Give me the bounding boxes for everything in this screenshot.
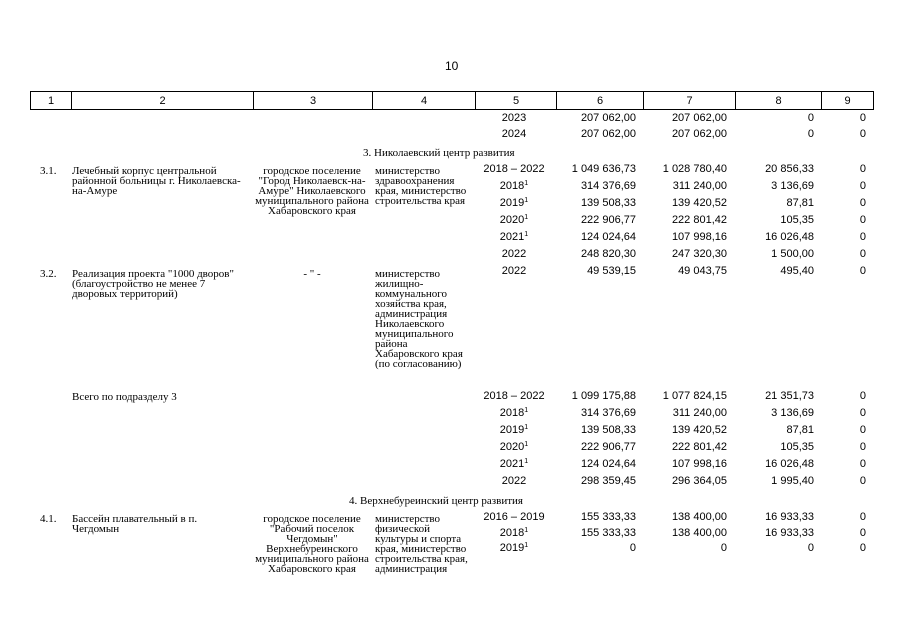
item31-row-5-col8: 1 500,00 bbox=[771, 248, 814, 260]
item31-row-1-col7: 311 240,00 bbox=[672, 180, 727, 192]
item31-row-2-col7: 139 420,52 bbox=[671, 197, 727, 209]
header-col-6: 6 bbox=[557, 92, 644, 110]
item-4-1-name: Бассейн плавательный в п. Чегдомын bbox=[72, 513, 198, 535]
item31-row-2-col6: 139 508,33 bbox=[580, 197, 636, 209]
item41-row-0-year: 2016 – 2019 bbox=[483, 511, 545, 523]
item31-row-5-year: 2022 bbox=[501, 248, 527, 260]
top_rows-row-0-year: 2023 bbox=[501, 112, 527, 124]
top_rows-row-0-col9: 0 bbox=[859, 112, 866, 124]
item31-row-2-col8: 87,81 bbox=[786, 197, 814, 209]
item31-row-4-year: 2021$^1$ bbox=[499, 231, 529, 243]
item41-row-2-year: 2019$^1$ bbox=[499, 542, 529, 554]
footnote-marker: 1 bbox=[524, 407, 529, 414]
top_rows-row-0-col7: 207 062,00 bbox=[671, 112, 727, 124]
total3-row-5-col7: 296 364,05 bbox=[671, 475, 727, 487]
section-3-title: 3. Николаевский центр развития bbox=[363, 147, 515, 159]
item31-row-1-col8: 3 136,69 bbox=[771, 180, 814, 192]
total3-row-0-year: 2018 – 2022 bbox=[483, 390, 545, 402]
header-col-5: 5 bbox=[476, 92, 557, 110]
total3-row-1-col8: 3 136,69 bbox=[771, 407, 814, 419]
item-3-1-executor: министерство здравоохранения края, министерство строительства края bbox=[375, 165, 467, 207]
item31-row-0-col9: 0 bbox=[859, 163, 866, 175]
header-col-4: 4 bbox=[373, 92, 476, 110]
item41-row-0-col6: 155 333,33 bbox=[580, 511, 636, 523]
item31-row-1-col9: 0 bbox=[859, 180, 866, 192]
header-col-3: 3 bbox=[254, 92, 373, 110]
item31-row-5-col9: 0 bbox=[859, 248, 866, 260]
total3-row-4-col6: 124 024,64 bbox=[580, 458, 636, 470]
item31-row-1-col6: 314 376,69 bbox=[580, 180, 636, 192]
total3-row-0-col7: 1 077 824,15 bbox=[662, 390, 727, 402]
item32-row-0-year: 2022 bbox=[501, 265, 527, 277]
header-col-1: 1 bbox=[31, 92, 72, 110]
total3-row-5-col9: 0 bbox=[859, 475, 866, 487]
item41-row-1-col8: 16 933,33 bbox=[765, 527, 814, 539]
total3-row-1-col7: 311 240,00 bbox=[672, 407, 727, 419]
footnote-marker: 1 bbox=[524, 424, 529, 431]
item32-row-0-col9: 0 bbox=[859, 265, 866, 277]
item31-row-3-col6: 222 906,77 bbox=[580, 214, 636, 226]
top_rows-row-1-col6: 207 062,00 bbox=[580, 128, 636, 140]
item41-row-1-col6: 155 333,33 bbox=[580, 527, 636, 539]
footnote-marker: 1 bbox=[524, 527, 529, 534]
section-4-title: 4. Верхнебуреинский центр развития bbox=[349, 495, 523, 507]
item31-row-4-col9: 0 bbox=[859, 231, 866, 243]
item41-row-0-col9: 0 bbox=[859, 511, 866, 523]
top_rows-row-1-col8: 0 bbox=[807, 128, 814, 140]
footnote-marker: 1 bbox=[524, 180, 529, 187]
item-4-1-number: 4.1. bbox=[40, 513, 57, 525]
header-col-7: 7 bbox=[644, 92, 736, 110]
total3-row-2-col6: 139 508,33 bbox=[580, 424, 636, 436]
item31-row-0-col8: 20 856,33 bbox=[765, 163, 814, 175]
item41-row-1-col7: 138 400,00 bbox=[671, 527, 727, 539]
item-3-2-municipality: - " - bbox=[303, 268, 321, 280]
total3-row-4-col7: 107 998,16 bbox=[671, 458, 727, 470]
item-3-2-name: Реализация проекта "1000 дворов" (благоустройство не менее 7 дворовых территорий) bbox=[72, 268, 234, 300]
item31-row-3-col7: 222 801,42 bbox=[671, 214, 727, 226]
total3-row-1-col9: 0 bbox=[859, 407, 866, 419]
total3-row-1-col6: 314 376,69 bbox=[580, 407, 636, 419]
item-3-2-executor: министерство жилищно-коммунального хозяйства края, администрация Николаевского муниципального района Хабаровского края (по согласованию) bbox=[375, 268, 463, 370]
item31-row-0-year: 2018 – 2022 bbox=[483, 163, 545, 175]
total3-row-2-col7: 139 420,52 bbox=[671, 424, 727, 436]
total3-row-4-col9: 0 bbox=[859, 458, 866, 470]
item31-row-1-year: 2018$^1$ bbox=[499, 180, 529, 192]
top_rows-row-1-col9: 0 bbox=[859, 128, 866, 140]
total3-row-0-col6: 1 099 175,88 bbox=[571, 390, 636, 402]
item32-row-0-col7: 49 043,75 bbox=[678, 265, 727, 277]
footnote-marker: 1 bbox=[524, 197, 529, 204]
total3-row-3-col8: 105,35 bbox=[780, 441, 814, 453]
item-3-1-name: Лечебный корпус центральной районной больницы г. Николаевска-на-Амуре bbox=[72, 165, 241, 197]
item31-row-0-col7: 1 028 780,40 bbox=[662, 163, 727, 175]
total3-row-5-col8: 1 995,40 bbox=[771, 475, 814, 487]
item31-row-3-col9: 0 bbox=[859, 214, 866, 226]
total3-row-0-col9: 0 bbox=[859, 390, 866, 402]
total3-row-2-col8: 87,81 bbox=[786, 424, 814, 436]
total3-row-3-year: 2020$^1$ bbox=[499, 441, 529, 453]
item31-row-3-col8: 105,35 bbox=[780, 214, 814, 226]
footnote-marker: 1 bbox=[524, 542, 529, 549]
total3-row-2-col9: 0 bbox=[859, 424, 866, 436]
item32-row-0-col6: 49 539,15 bbox=[587, 265, 636, 277]
item31-row-2-year: 2019$^1$ bbox=[499, 197, 529, 209]
item41-row-1-col9: 0 bbox=[859, 527, 866, 539]
header-col-2: 2 bbox=[72, 92, 254, 110]
item31-row-4-col8: 16 026,48 bbox=[765, 231, 814, 243]
item41-row-2-col9: 0 bbox=[859, 542, 866, 554]
footnote-marker: 1 bbox=[524, 214, 529, 221]
total3-row-5-year: 2022 bbox=[501, 475, 527, 487]
page-number: 10 bbox=[445, 59, 459, 73]
footnote-marker: 1 bbox=[524, 458, 529, 465]
item41-row-0-col7: 138 400,00 bbox=[671, 511, 727, 523]
item31-row-3-year: 2020$^1$ bbox=[499, 214, 529, 226]
top_rows-row-0-col6: 207 062,00 bbox=[580, 112, 636, 124]
header-col-9: 9 bbox=[822, 92, 874, 110]
subsection-3-total-label: Всего по подразделу 3 bbox=[72, 391, 177, 403]
item-3-2-number: 3.2. bbox=[40, 268, 57, 280]
total3-row-3-col7: 222 801,42 bbox=[671, 441, 727, 453]
item41-row-1-year: 2018$^1$ bbox=[499, 527, 529, 539]
item-4-1-executor: министерство физической культуры и спорта края, министерство строительства края, администрация bbox=[375, 513, 468, 575]
total3-row-0-col8: 21 351,73 bbox=[765, 390, 814, 402]
top_rows-row-1-col7: 207 062,00 bbox=[671, 128, 727, 140]
item31-row-0-col6: 1 049 636,73 bbox=[571, 163, 636, 175]
total3-row-3-col9: 0 bbox=[859, 441, 866, 453]
top_rows-row-1-year: 2024 bbox=[501, 128, 527, 140]
item31-row-5-col6: 248 820,30 bbox=[580, 248, 636, 260]
header-col-8: 8 bbox=[736, 92, 822, 110]
total3-row-3-col6: 222 906,77 bbox=[580, 441, 636, 453]
item32-row-0-col8: 495,40 bbox=[780, 265, 814, 277]
item31-row-4-col6: 124 024,64 bbox=[580, 231, 636, 243]
footnote-marker: 1 bbox=[524, 441, 529, 448]
item41-row-2-col8: 0 bbox=[807, 542, 814, 554]
total3-row-4-year: 2021$^1$ bbox=[499, 458, 529, 470]
table-header bbox=[30, 91, 874, 110]
item41-row-0-col8: 16 933,33 bbox=[765, 511, 814, 523]
top_rows-row-0-col8: 0 bbox=[807, 112, 814, 124]
total3-row-1-year: 2018$^1$ bbox=[499, 407, 529, 419]
item-3-1-number: 3.1. bbox=[40, 165, 57, 177]
footnote-marker: 1 bbox=[524, 231, 529, 238]
total3-row-5-col6: 298 359,45 bbox=[580, 475, 636, 487]
item31-row-5-col7: 247 320,30 bbox=[671, 248, 727, 260]
total3-row-2-year: 2019$^1$ bbox=[499, 424, 529, 436]
item41-row-2-col6: 0 bbox=[629, 542, 636, 554]
item-3-1-municipality: городское поселение "Город Николаевск-на-Амуре" Николаевского муниципального района Хабаровского края bbox=[255, 165, 369, 217]
item31-row-2-col9: 0 bbox=[859, 197, 866, 209]
item41-row-2-col7: 0 bbox=[720, 542, 727, 554]
total3-row-4-col8: 16 026,48 bbox=[765, 458, 814, 470]
item31-row-4-col7: 107 998,16 bbox=[671, 231, 727, 243]
item-4-1-municipality: городское поселение "Рабочий поселок Чегдомын" Верхнебуреинского муниципального района Хабаровского края bbox=[255, 513, 369, 575]
